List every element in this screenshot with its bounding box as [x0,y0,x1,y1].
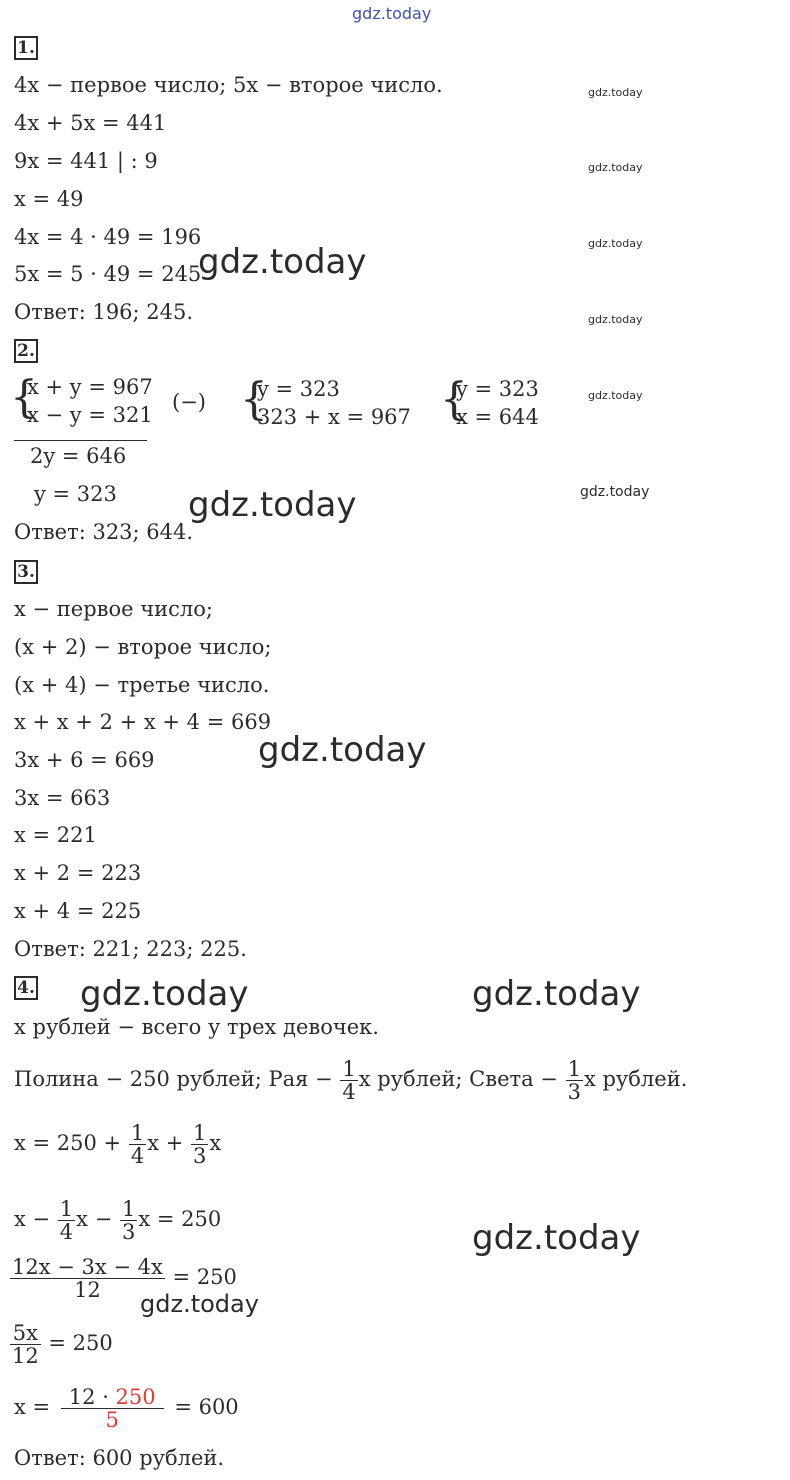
watermark-large: gdz.today [198,242,367,282]
task-4-people-line [14,1056,687,1103]
watermark-medium: gdz.today [580,484,650,500]
watermark-small: gdz.today [588,313,643,326]
task-1-line-4: x = 49 [14,187,84,211]
fraction-denominator: 3 [193,1144,207,1168]
task-1-line-6: 5x = 5 · 49 = 245 [14,262,202,286]
task-4-line-1: x рублей − всего у трех девочек. [14,1015,379,1039]
watermark-large: gdz.today [188,485,357,525]
task-4-people-part-c: x рублей. [583,1067,688,1091]
fraction-numerator [61,1386,164,1408]
task-1-line-1: 4x − первое число; 5x − второе число. [14,73,443,97]
task-4-people-part-b: x рублей; Света − [358,1067,565,1091]
eq5-result: = 600 [167,1395,239,1419]
task-2-system-3-eq-2: x = 644 [456,405,539,429]
system-brace: { [440,374,468,425]
task-3-line-5: 3x + 6 = 669 [14,748,155,772]
task-3-line-6: 3x = 663 [14,786,111,810]
fraction-one-quarter [129,1122,146,1167]
task-2-number: 2. [14,339,38,363]
eq5-numerator-part: 12 · [68,1385,116,1409]
fraction-denominator: 12 [12,1344,39,1368]
fraction-final [61,1386,164,1431]
watermark-small: gdz.today [588,237,643,250]
task-3-line-8: x + 2 = 223 [14,861,142,885]
watermark-large: gdz.today [80,974,249,1014]
fraction-numerator: 1 [567,1057,581,1081]
fraction-numerator: 1 [130,1121,145,1145]
watermark-large: gdz.today [472,1218,641,1258]
task-2-subtract-op: (−) [172,390,206,414]
task-2-system-1-eq-2: x − y = 321 [27,403,153,427]
fraction-denominator: 4 [342,1080,356,1104]
task-3-line-9: x + 4 = 225 [14,899,142,923]
task-4-number: 4. [14,976,38,1000]
task-2-answer: Ответ: 323; 644. [14,520,194,544]
task-1-line-5: 4x = 4 · 49 = 196 [14,225,202,249]
fraction-one-quarter [58,1198,75,1243]
fraction-one-third [566,1058,583,1103]
subtraction-line [14,440,147,441]
watermark-small: gdz.today [588,389,643,402]
task-2-system-2-eq-2: 323 + x = 967 [257,405,411,429]
task-3-line-1: x − первое число; [14,597,213,621]
eq3-result: = 250 [165,1265,237,1289]
fraction-one-third [191,1122,208,1167]
task-2-system-1-eq-1: x + y = 967 [27,375,153,399]
task-3-line-3: (x + 4) − третье число. [14,673,270,697]
fraction-5x-over-12 [10,1322,41,1367]
task-4-equation-2 [14,1196,221,1243]
fraction-one-third [120,1198,137,1243]
eq5-part-a: x = [14,1395,57,1419]
eq2-part-a: x − [14,1207,57,1231]
task-4-people-part-a: Полина − 250 рублей; Рая − [14,1067,340,1091]
fraction-denominator: 5 [61,1408,164,1431]
task-4-equation-1 [14,1120,221,1167]
fraction-denominator: 3 [121,1220,136,1244]
task-2-line-2: y = 323 [34,482,117,506]
eq1-part-b: x + [147,1131,190,1155]
task-2-system-3-eq-1: y = 323 [456,377,539,401]
fraction-numerator: 1 [121,1197,136,1221]
watermark-medium: gdz.today [140,1290,259,1318]
eq5-numerator-highlight: 250 [115,1385,156,1409]
eq1-part-c: x [209,1131,222,1155]
fraction-denominator: 4 [130,1144,145,1168]
task-3-number: 3. [14,560,38,584]
task-4-equation-4 [14,1320,113,1367]
eq1-part-a: x = 250 + [14,1131,128,1155]
system-brace: { [10,372,38,423]
task-2-line-1: 2y = 646 [30,444,127,468]
fraction-numerator: 1 [59,1197,74,1221]
fraction-denominator: 4 [59,1220,74,1244]
task-2-system-2-eq-1: y = 323 [257,377,340,401]
eq2-part-b: x − [76,1207,119,1231]
watermark-large: gdz.today [258,730,427,770]
watermark-large: gdz.today [472,974,641,1014]
fraction-denominator: 12 [10,1278,165,1301]
task-4-answer: Ответ: 600 рублей. [14,1446,225,1470]
watermark-small: gdz.today [588,161,643,174]
task-3-answer: Ответ: 221; 223; 225. [14,937,247,961]
system-brace: { [240,374,268,425]
task-1-line-3: 9x = 441 | : 9 [14,149,158,173]
fraction-numerator: 1 [193,1121,207,1145]
task-3-line-7: x = 221 [14,823,97,847]
header-watermark: gdz.today [352,4,432,23]
task-4-equation-5 [14,1384,239,1431]
watermark-small: gdz.today [588,86,643,99]
eq4-result: = 250 [41,1331,113,1355]
task-3-line-4: x + x + 2 + x + 4 = 669 [14,710,272,734]
fraction-numerator: 12x − 3x − 4x [12,1255,163,1279]
fraction-numerator: 5x [12,1321,38,1345]
task-1-answer: Ответ: 196; 245. [14,300,194,324]
task-3-line-2: (x + 2) − второе число; [14,635,272,659]
fraction-one-quarter [340,1058,357,1103]
eq2-part-c: x = 250 [138,1207,222,1231]
fraction-numerator: 1 [342,1057,356,1081]
fraction-denominator: 3 [567,1080,581,1104]
task-1-number: 1. [14,36,38,60]
task-1-line-2: 4x + 5x = 441 [14,111,167,135]
